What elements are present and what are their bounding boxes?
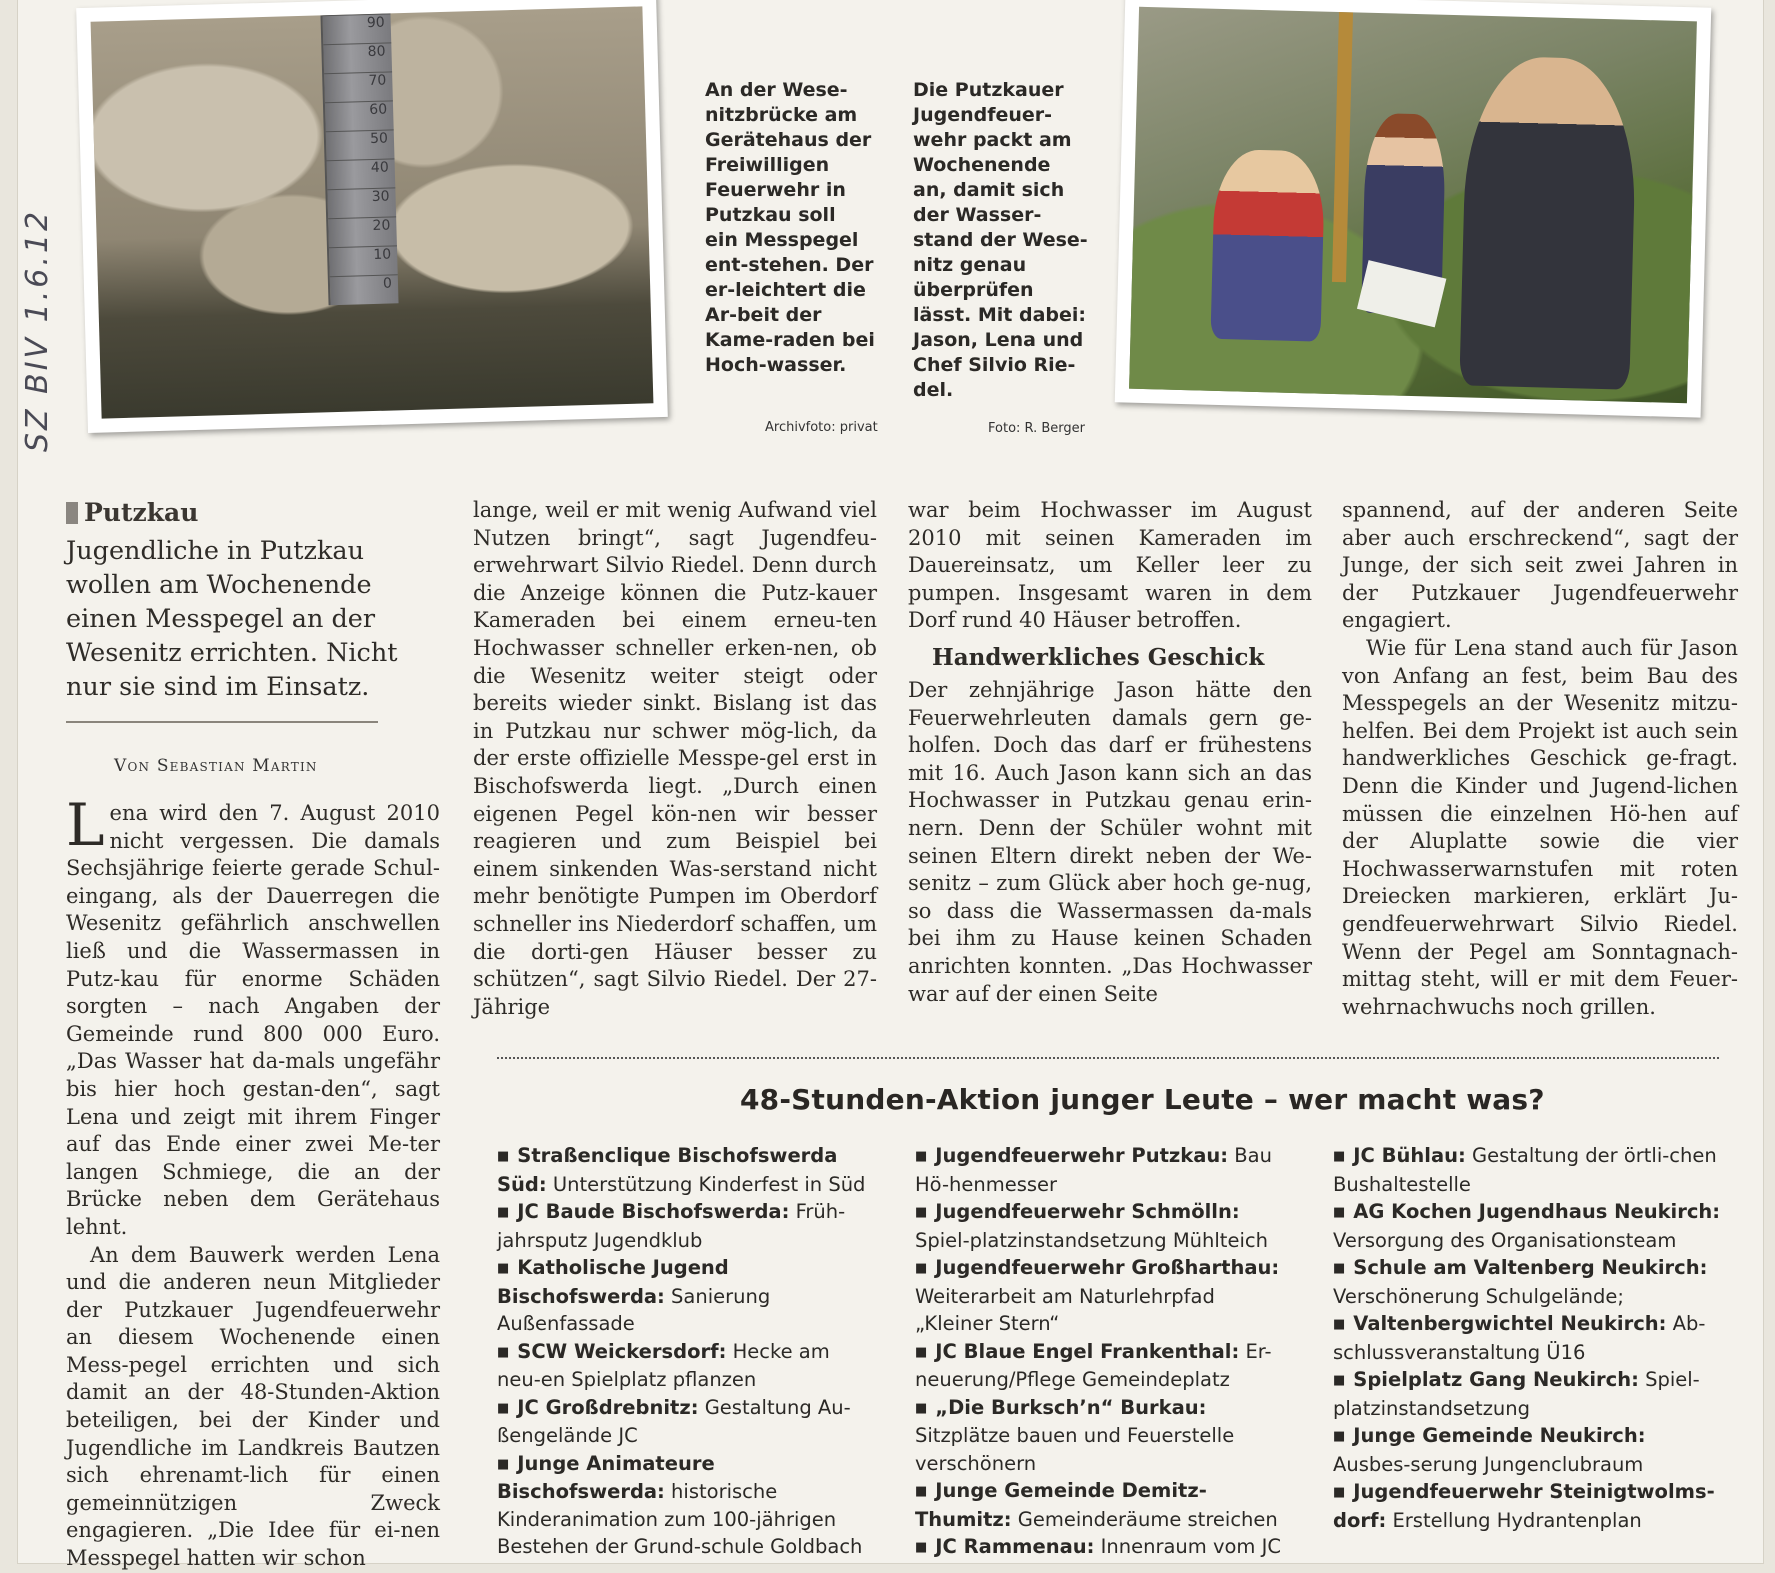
- article-kicker: Putzkau: [66, 498, 198, 527]
- list-item: ■ JC Großdrebnitz: Gestaltung Au-ßengelände JC: [497, 1394, 877, 1450]
- photo-credit-right: Foto: R. Berger: [988, 421, 1085, 436]
- box-divider: [497, 1057, 1719, 1059]
- list-item: ■ Jugendfeuerwehr Schmölln: Spiel-platzinstandsetzung Mühlteich: [915, 1198, 1285, 1254]
- gauge-mark: 30: [327, 187, 396, 218]
- list-item: ■ JC Blaue Engel Frankenthal: Er-neuerung/Pflege Gemeindeplatz: [915, 1338, 1285, 1394]
- list-item: ■ Junge Gemeinde Demitz-Thumitz: Gemeinderäume streichen: [915, 1477, 1285, 1533]
- list-item: ■ SCW Weickersdorf: Hecke am neu-en Spielplatz pflanzen: [497, 1338, 877, 1394]
- dropcap: L: [66, 791, 105, 859]
- handwritten-note: SZ BIV 1.6.12: [20, 208, 55, 452]
- list-item: ■ „Die Burksch’n“ Burkau: Sitzplätze bauen und Feuerstelle verschönern: [915, 1394, 1285, 1478]
- gauge-mark: 40: [327, 158, 396, 189]
- article-column-4: [1342, 497, 1738, 1021]
- paragraph: Der zehnjährige Jason hätte den Feuerwehrleuten damals gern ge-holfen. Doch das darf er frühestens mit 16. Auch Jason kann sich an das Hochwasser in Putzkau genau erin-nern. Denn der Schüler wohnt mit seinen Eltern direkt neben der We-senitz – zum Glück aber hoch ge-nug, so dass die Wassermassen da-mals bei ihm zu Hause keinen Schaden anrichten konnten. „Das Hochwasser war auf der einen Seite: [908, 677, 1312, 1006]
- paragraph: Wie für Lena stand auch für Jason von Anfang an fest, beim Bau des Messpegels an der Wesenitz mitzu-helfen. Bei dem Projekt ist auch sein handwerkliches Geschick ge-fragt. Denn die Kinder und Jugend-lichen müssen die einzelnen Hö-hen auf der Aluplatte sowie die vier Hochwasserwarnstufen mit roten Dreiecken markieren, erklärt Ju-gendfeuerwehrwart Silvio Riedel. Wenn der Pegel am Sonntagnach-mittag steht, will er mit dem Feuer-wehrnachwuchs noch grillen.: [1342, 635, 1738, 1019]
- article-lead: Jugendliche in Putzkau wollen am Wochenende einen Messpegel an der Wesenitz errichten. Nicht nur sie sind im Einsatz.: [66, 536, 398, 702]
- subheading: Handwerkliches Geschick: [932, 643, 1265, 671]
- list-item: ■ JC Bühlau: Gestaltung der örtli-chen Bushaltestelle: [1333, 1142, 1723, 1198]
- measuring-pole: [1332, 12, 1353, 282]
- list-item: ■ Valtenbergwichtel Neukirch: Ab-schlussveranstaltung Ü16: [1333, 1310, 1723, 1366]
- list-item: ■ JC Baude Bischofswerda: Früh-jahrsputz Jugendklub: [497, 1198, 877, 1254]
- list-item: ■ Katholische Jugend Bischofswerda: Sanierung Außenfassade: [497, 1254, 877, 1338]
- firefighter-figure: [1459, 55, 1638, 389]
- gauge-mark: 50: [326, 129, 395, 160]
- photo-water-gauge: [76, 0, 668, 433]
- gauge-mark: 70: [324, 71, 393, 102]
- list-item: ■ Straßenclique Bischofswerda Süd: Unterstützung Kinderfest in Süd: [497, 1142, 877, 1198]
- gauge-mark: 60: [325, 100, 394, 131]
- list-item: ■ Junge Gemeinde Neukirch: Ausbes-serung Jungenclubraum: [1333, 1422, 1723, 1478]
- paragraph: [66, 791, 440, 1242]
- list-item: ■ Jugendfeuerwehr Steinigtwolms-dorf: Erstellung Hydrantenplan: [1333, 1478, 1723, 1534]
- list-item: ■ JC Rammenau: Innenraum vom JC: [915, 1533, 1285, 1562]
- photo-kids-firefighter: [1115, 0, 1712, 418]
- list-item: ■ Jugendfeuerwehr Putzkau: Bau Hö-henmesser: [915, 1142, 1285, 1198]
- list-item: ■ Jugendfeuerwehr Großharthau: Weiterarbeit am Naturlehrpfad „Kleiner Stern“: [915, 1254, 1285, 1338]
- paragraph: war beim Hochwasser im August 2010 mit seinen Kameraden im Dauereinsatz, um Keller leer zu pumpen. Insgesamt waren in dem Dorf rund 40 Häuser betroffen.: [908, 498, 1312, 633]
- photo-credit-left: Archivfoto: privat: [765, 420, 878, 435]
- action-list-3: [1333, 1142, 1723, 1534]
- action-list-2: [915, 1142, 1285, 1562]
- kids-image: [1129, 7, 1697, 403]
- list-item: ■ Schule am Valtenberg Neukirch: Verschönerung Schulgelände;: [1333, 1254, 1723, 1310]
- gauge-mark: 80: [323, 42, 392, 73]
- lead-divider: [66, 721, 378, 723]
- box-title: 48-Stunden-Aktion junger Leute – wer macht was?: [740, 1083, 1545, 1116]
- list-item: ■ Junge Animateure Bischofswerda: historische Kinderanimation zum 100-jährigen Bestehen der Grund-schule Goldbach: [497, 1450, 877, 1561]
- byline: Von Sebastian Martin: [114, 756, 318, 776]
- caption-right: Die Putzkauer Jugendfeuer-wehr packt am Wochenende an, damit sich der Wasser-stand der Wese-nitz genau überprüfen lässt. Mit dabei: Jason, Lena und Chef Silvio Rie-del.: [913, 79, 1088, 401]
- paragraph-text: ena wird den 7. August 2010 nicht vergessen. Die damals Sechsjährige feierte gerade Schul-eingang, als der Dauerregen die Wesenitz gefährlich anschwellen ließ und die Wassermassen in Putz-kau für enorme Schäden sorgten – nach Angaben der Gemeinde rund 800 000 Euro. „Das Wasser hat da-mals ungefähr bis hier hoch gestan-den“, sagt Lena und zeigt mit ihrem Finger auf das Ende einer zwei Me-ter langen Schmiege, die an der Brücke neben dem Gerätehaus lehnt.: [66, 801, 440, 1239]
- gauge-mark: 0: [330, 274, 399, 305]
- action-list-1: [497, 1142, 877, 1561]
- paragraph: spannend, auf der anderen Seite aber auch erschreckend“, sagt der Junge, der sich seit zwei Jahren in der Putzkauer Jugendfeuerwehr engagiert.: [1342, 498, 1738, 633]
- article-column-3: [908, 497, 1312, 1008]
- gauge-mark: 10: [329, 245, 398, 276]
- article-column-1: [66, 791, 440, 1573]
- gauge-mark: 90: [322, 13, 391, 44]
- paragraph: lange, weil er mit wenig Aufwand viel Nutzen bringt“, sagt Jugendfeu-erwehrwart Silvio Riedel. Denn durch die Anzeige können die Putz-kauer Kameraden bei einem erneu-ten Hochwasser schneller erken-nen, ob die Wesenitz weiter steigt oder bereits wieder sinkt. Bislang ist das in Putzkau nur schwer mög-lich, da der erste offizielle Messpe-gel erst in Bischofswerda liegt. „Durch einen eigenen Pegel kön-nen wir besser reagieren und zum Beispiel bei einem sinkenden Was-serstand nicht mehr benötigte Pumpen im Oberdorf schneller ins Niederdorf schaffen, um die dorti-gen Häuser besser zu schützen“, sagt Silvio Riedel. Der 27-Jährige: [473, 498, 877, 1019]
- paragraph: An dem Bauwerk werden Lena und die anderen neun Mitglieder der Putzkauer Jugendfeuerwehr an diesem Wochenende einen Mess-pegel errichten und sich damit an der 48-Stunden-Aktion beteiligen, bei der Kinder und Jugendliche im Landkreis Bautzen sich ehrenamt-lich für einen gemeinnützigen Zweck engagieren. „Die Idee für ei-nen Messpegel hatten wir schon: [66, 1242, 440, 1571]
- child-figure: [1210, 149, 1325, 342]
- gauge-mark: 20: [328, 216, 397, 247]
- list-item: ■ AG Kochen Jugendhaus Neukirch: Versorgung des Organisationsteam: [1333, 1198, 1723, 1254]
- list-item: ■ Spielplatz Gang Neukirch: Spiel-platzinstandsetzung: [1333, 1366, 1723, 1422]
- caption-left: An der Wese-nitzbrücke am Gerätehaus der Freiwilligen Feuerwehr in Putzkau soll ein Messpegel ent-stehen. Der er-leichtert die Ar-beit der Kame-raden bei Hoch-wasser.: [705, 79, 875, 376]
- article-column-2: [473, 497, 877, 1021]
- stone-wall-image: [91, 6, 654, 418]
- gauge-scale: [320, 13, 398, 305]
